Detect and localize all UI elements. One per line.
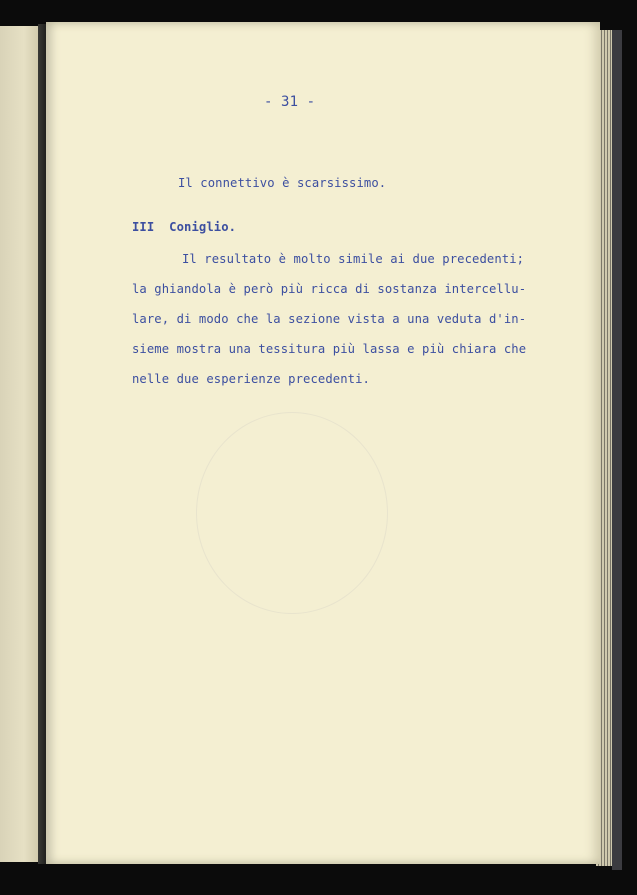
section-heading: III Coniglio. (132, 220, 237, 234)
text-line-5: sieme mostra una tessitura più lassa e più chiara che (132, 342, 527, 356)
left-page-edge (0, 26, 40, 862)
text-line-2: Il resultato è molto simile ai due precedenti; (182, 252, 525, 266)
book-cover-edge (612, 30, 622, 870)
page-number: - 31 - (264, 94, 316, 110)
show-through-stamp (196, 412, 388, 614)
document-page (46, 22, 600, 864)
text-line-1: Il connettivo è scarsissimo. (178, 176, 387, 190)
text-line-3: la ghiandola è però più ricca di sostanza intercellu- (132, 282, 527, 296)
text-line-6: nelle due esperienze precedenti. (132, 372, 370, 386)
text-line-4: lare, di modo che la sezione vista a una veduta d'in- (132, 312, 527, 326)
